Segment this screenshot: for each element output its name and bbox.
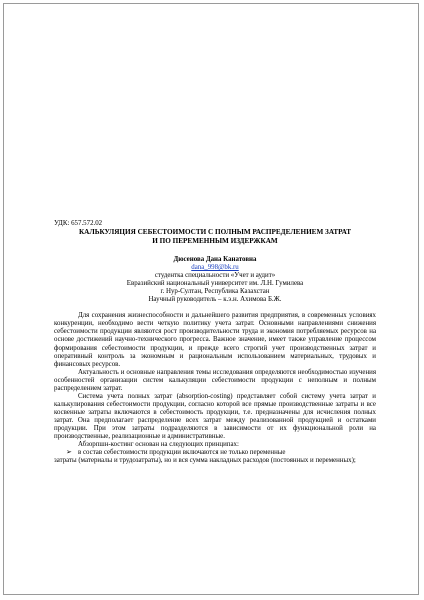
article-title [54,228,376,246]
affiliation-line-3: г. Нур-Султан, Республика Казахстан [160,288,270,296]
author-block [54,256,376,304]
author-name: Дюсенова Дана Канатовна [173,256,257,264]
author-email-link[interactable]: dana_998@bk.ru [191,264,239,272]
page-frame [3,3,419,595]
bullet-continuation: затраты (материалы и трудозатраты), но и вся сумма накладных расходов (постоянных и переменных); [54,457,356,465]
article-body [54,312,376,465]
affiliation-line-4: Научный руководитель – к.э.н. Ахимова Б.Ж. [148,296,282,304]
title-line-2: И ПО ПЕРЕМЕННЫМ ИЗДЕРЖКАМ [152,237,278,246]
affiliation-line-2: Евразийский национальный университет им. Л.Н. Гумилева [126,280,304,288]
affiliation-line-1: студентка специальности «Учет и аудит» [154,272,276,280]
udk-code: УДК: 657.572.02 [54,220,103,227]
paragraph-2: Актуальность и основные направления темы исследования определяются необходимостью изучения особенностей организации систем калькуляции себестоимости продукции с неполным и полным распределением затрат. [54,368,376,392]
paragraph-3: Система учета полных затрат (absorption-costing) представляет собой систему учета затрат и калькулирования себестоимости продукции, согласно которой все прямые производственные затраты и все косвенные затраты включаются в себестоимость продукции, т.е. предназначены для исчисления полных затрат. Она предполагает распределение всех затрат между реализованной продукцией и остатками продукции. При этом затраты подразделяются в зависимости от их функциональной роли на производственные, реализационные и административные. [54,392,376,441]
bullet-item [54,449,376,457]
paragraph-4: Абзорпшн-костинг основан на следующих принципах: [78,441,239,449]
arrow-bullet-icon: ➢ [66,449,72,457]
title-line-1: КАЛЬКУЛЯЦИЯ СЕБЕСТОИМОСТИ С ПОЛНЫМ РАСПРЕДЕЛЕНИЕМ ЗАТРАТ [78,228,352,237]
document-page [54,220,376,465]
bullet-first-line: в состав себестоимости продукции включаются не только переменные [78,449,286,457]
paragraph-1: Для сохранения жизнеспособности и дальнейшего развития предприятия, в современных условиях конкуренции, необходимо вести четкую политику учета затрат. Основными направлениями снижения себестоимости продукции являются рост производительности труда и экономия потребляемых ресурсов на основе достижений научно-технического прогресса. Важное значение, имеет также управление процессом формирования себестоимости продукции, и прежде всего строгий учет производственных затрат и оперативный контроль за экономным и рациональным использованием материальных, трудовых и финансовых ресурсов. [54,312,376,368]
